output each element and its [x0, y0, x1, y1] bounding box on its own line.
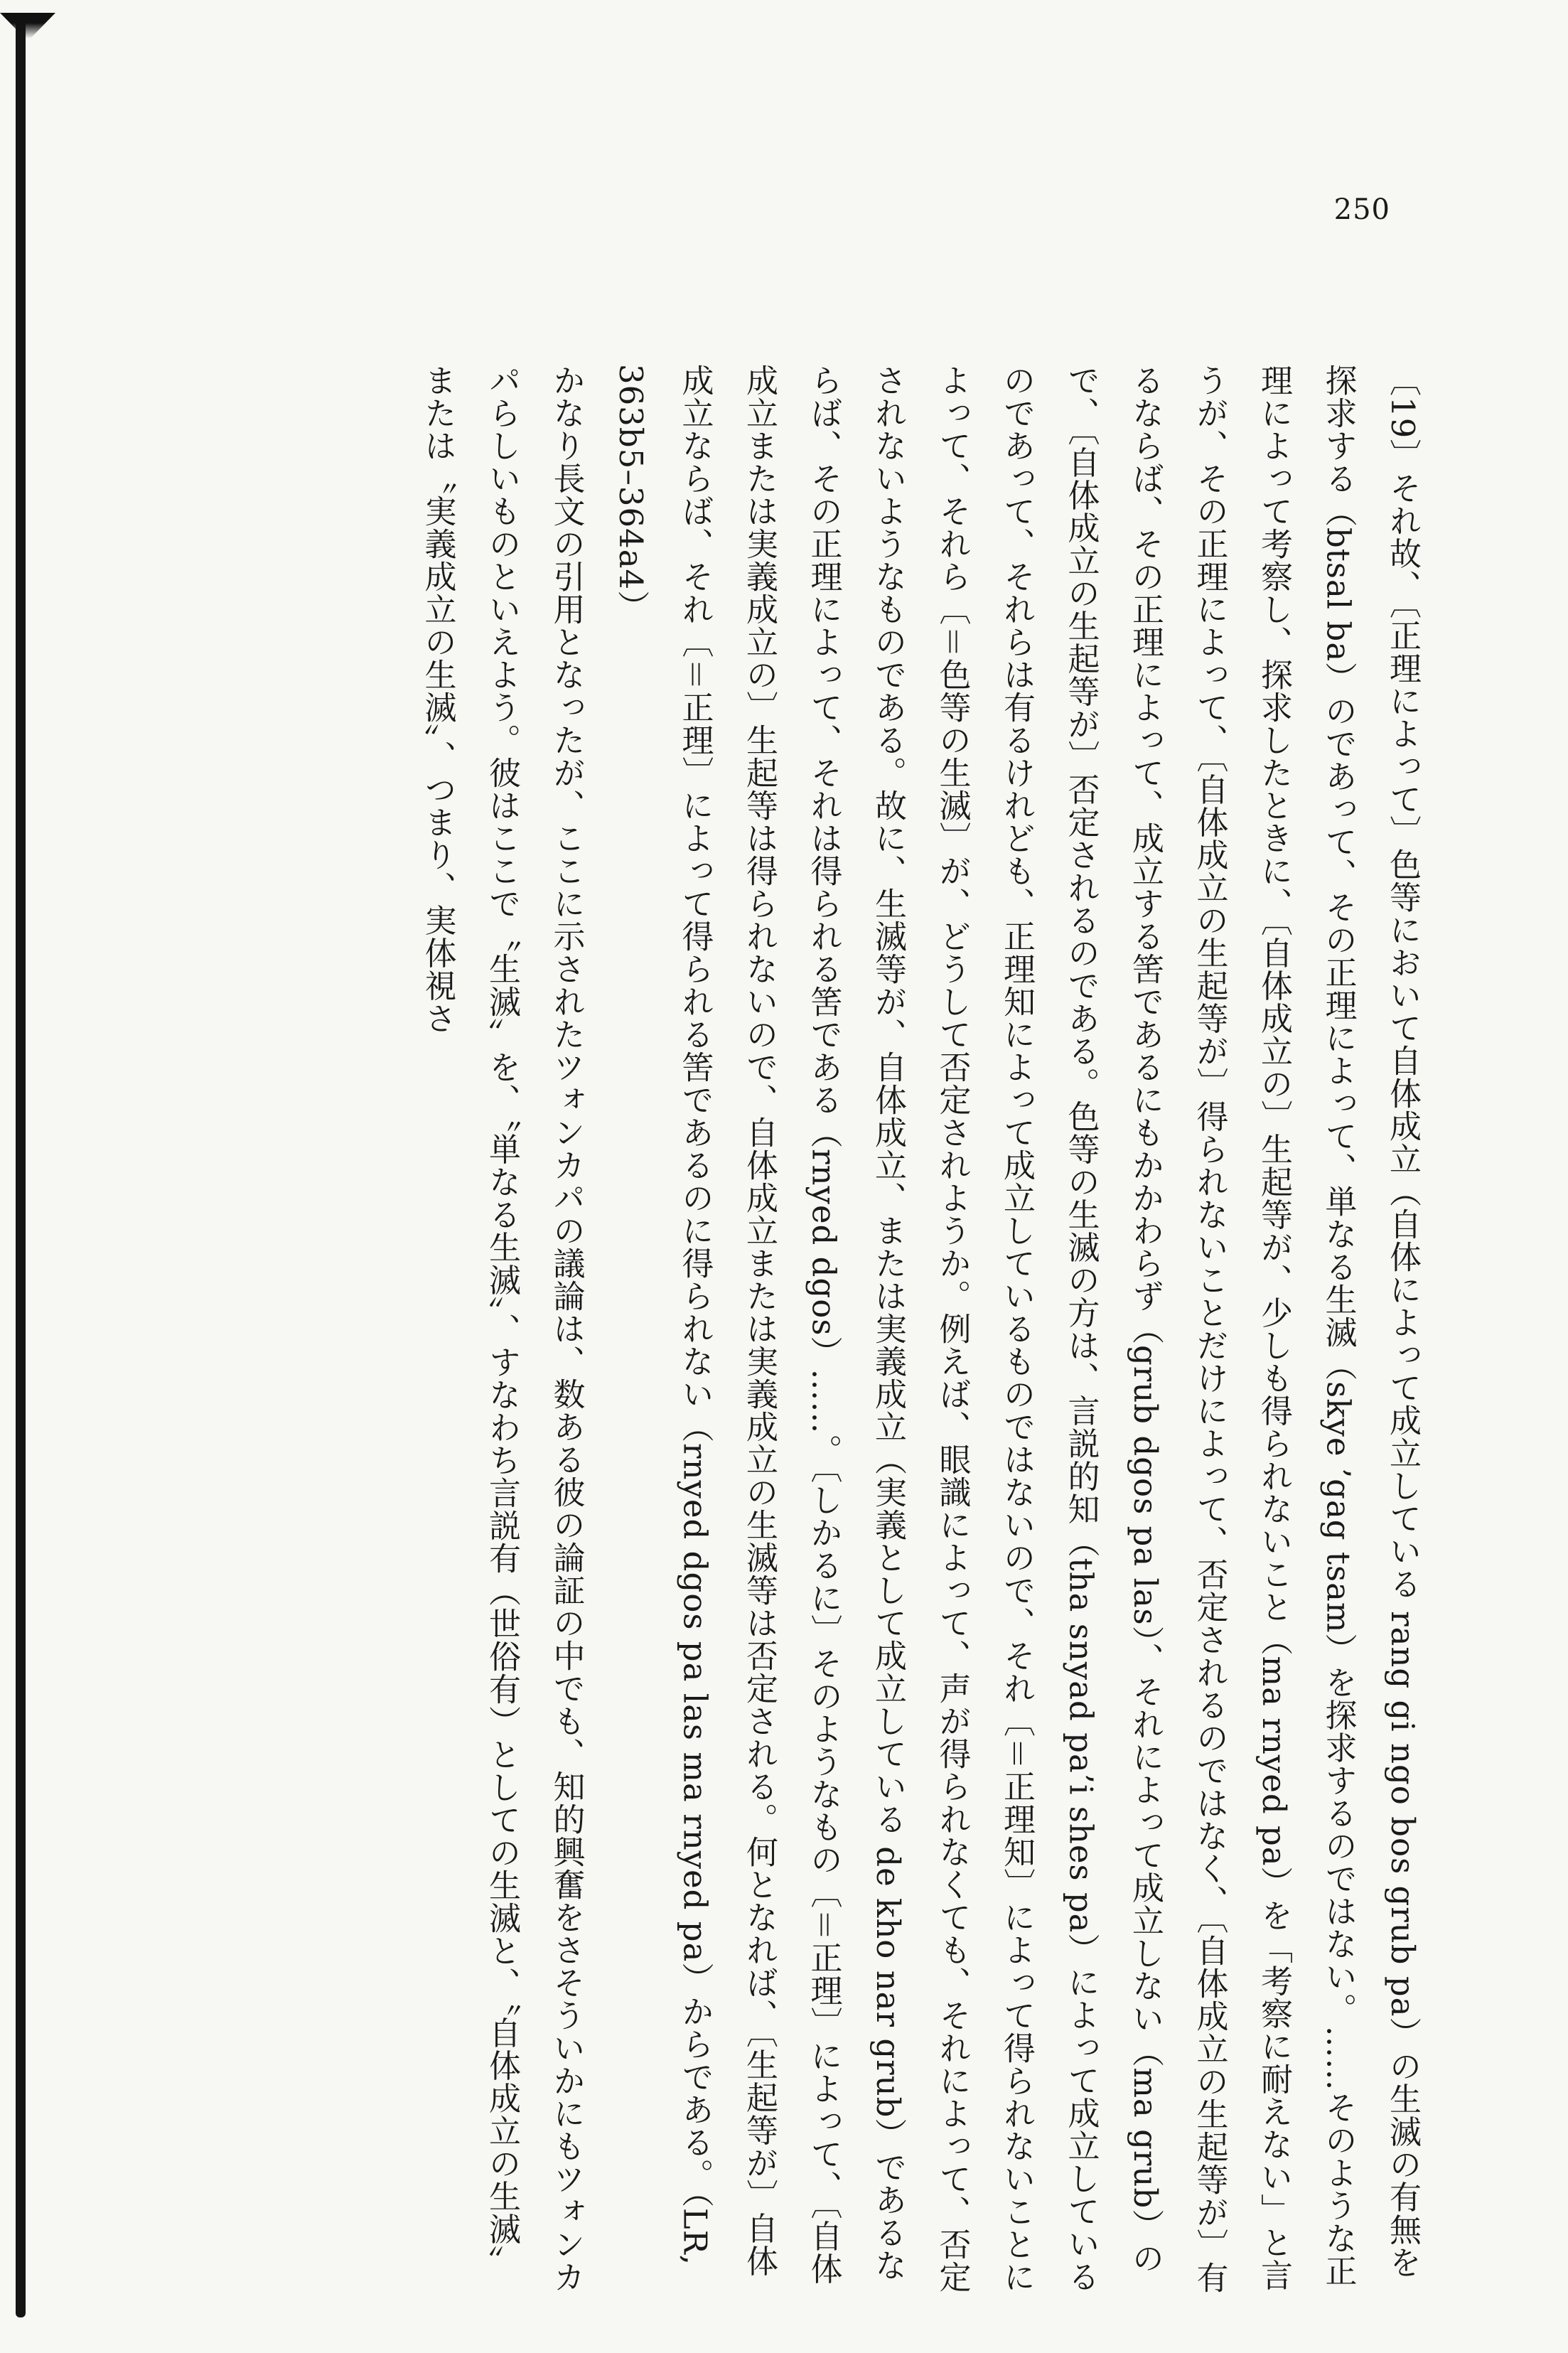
page-binding-edge [16, 14, 26, 2317]
commentary-paragraph: かなり長文の引用となったが、ここに示されたツォンカパの議論は、数ある彼の論証の中でも、知的興奮をさそういかにもツォンカパらしいものといえよう。彼はここで〝生滅〟を、〝単なる生滅〟、すなわち言説有（世俗有）としての生滅と、〝自体成立の生滅〟または〝実義成立の生滅〟、つまり、実体視さ [419, 364, 586, 2293]
vertical-text-block [70, 364, 1434, 2298]
quoted-paragraph: 〔19〕それ故、〔正理によって〕色等において自体成立（自体によって成立している rang gi ngo bos grub pa）の生滅の有無を探求する（btsal ba）のであって、その正理によって、単なる生滅（skye ’gag tsam）を探求するのではない。……そのような正理によって考察し、探求したときに、〔自体成立の〕生起等が、少しも得られないこと（ma rnyed pa）を「考察に耐えない」と言うが、その正理によって、〔自体成立の生起等が〕得られないことだけによって、否定されるのではなく、〔自体成立の生起等が〕有るならば、その正理によって、成立する筈であるにもかかわらず（grub dgos pa las）、それによって成立しない（ma grub）ので、〔自体成立の生起等が〕否定されるのである。色等の生滅の方は、言説的知（tha snyad pa’i shes pa）によって成立しているのであって、それらは有るけれども、正理知によって成立しているものではないので、それ〔＝正理知〕によって得られないことによって、それら〔＝色等の生滅〕が、どうして否定されようか。例えば、眼識によって、声が得られなくても、それによって、否定されないようなものである。故に、生滅等が、自体成立、または実義成立（実義として成立している de kho nar grub）であるならば、その正理によって、それは得られる筈である（rnyed dgos）……。〔しかるに〕そのようなもの〔＝正理〕によって、〔自体成立または実義成立の〕生起等は得られないので、自体成立または実義成立の生滅等は否定される。何となれば、〔生起等が〕自体成立ならば、それ〔＝正理〕によって得られる筈であるのに得られない（rnyed dgos pa las ma rnyed pa）からである。（LR, 363b5–364a4） [612, 364, 1422, 2294]
page-binding-edge-cap [0, 13, 55, 38]
page-number: 250 [1333, 193, 1390, 226]
